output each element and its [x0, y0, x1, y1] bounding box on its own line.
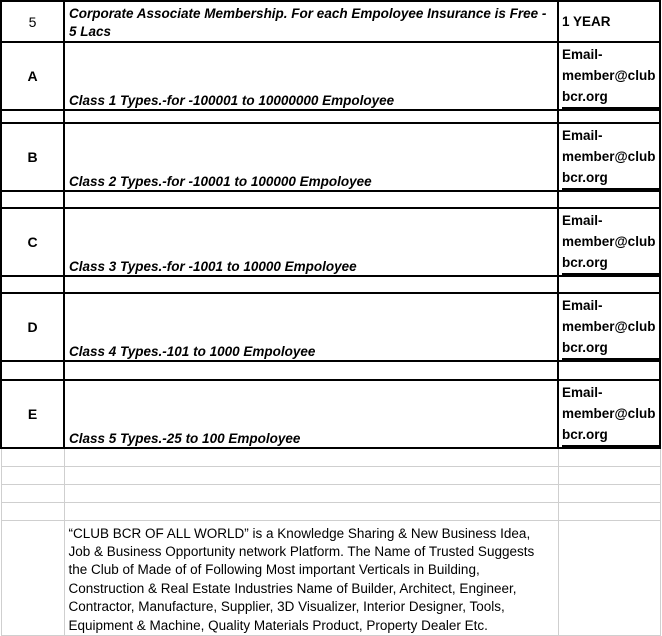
empty-cell	[64, 276, 558, 293]
empty-cell	[558, 191, 660, 208]
email-link-line[interactable]: member@club	[562, 234, 656, 249]
empty-cell	[64, 466, 558, 484]
membership-title-cell: Corporate Associate Membership. For each Empoloyee Insurance is Free - 5 Lacs	[64, 1, 558, 42]
email-link-line[interactable]: bcr.org	[562, 424, 659, 447]
email-link-line[interactable]: Email-	[562, 128, 603, 143]
spacer-row	[1, 276, 660, 293]
email-cell[interactable]	[558, 123, 660, 191]
email-cell[interactable]	[558, 293, 660, 361]
description-row	[1, 520, 660, 635]
empty-cell	[64, 361, 558, 380]
gridline-row	[1, 502, 660, 520]
empty-cell	[64, 191, 558, 208]
spacer-row	[1, 361, 660, 380]
empty-cell	[1, 110, 64, 123]
email-link-line[interactable]: bcr.org	[562, 337, 659, 360]
empty-cell	[558, 361, 660, 380]
class-label-cell: Class 2 Types.-for -10001 to 100000 Empoloyee	[64, 123, 558, 191]
row-letter-cell: A	[1, 42, 64, 110]
class-label-cell: Class 4 Types.-101 to 1000 Empoloyee	[64, 293, 558, 361]
table-row-class-4	[1, 293, 660, 361]
email-link-line[interactable]: member@club	[562, 68, 656, 83]
class-label-cell: Class 3 Types.-for -1001 to 10000 Empoloyee	[64, 208, 558, 276]
spacer-row	[1, 110, 660, 123]
empty-cell	[1, 276, 64, 293]
email-link-line[interactable]: Email-	[562, 385, 603, 400]
empty-cell	[558, 466, 660, 484]
empty-cell	[1, 448, 64, 466]
empty-cell	[1, 520, 64, 635]
empty-cell	[64, 484, 558, 502]
email-link-line[interactable]: Email-	[562, 47, 603, 62]
empty-cell	[64, 110, 558, 123]
email-link-line[interactable]: bcr.org	[562, 86, 659, 109]
gridline-row	[1, 448, 660, 466]
empty-cell	[558, 110, 660, 123]
row-number-cell: 5	[1, 1, 64, 42]
empty-cell	[1, 484, 64, 502]
email-cell[interactable]	[558, 380, 660, 448]
table-row-class-1	[1, 42, 660, 110]
gridline-row	[1, 466, 660, 484]
email-link-line[interactable]: bcr.org	[562, 252, 659, 275]
club-description: “CLUB BCR OF ALL WORLD” is a Knowledge Sharing & New Business Idea, Job & Business Opportunity network Platform. The Name of Trusted Suggests the Club of Made of of Following Most important Verticals in Building, Construction & Real Estate Industries Name of Builder, Architect, Engineer, Contractor, Manufacture, Supplier, 3D Visualizer, Interior Designer, Tools, Equipment & Machine, Quality Materials Product, Property Dealer Etc.	[64, 520, 558, 635]
email-link-line[interactable]: Email-	[562, 213, 603, 228]
empty-cell	[558, 448, 660, 466]
duration-cell: 1 YEAR	[558, 1, 660, 42]
table-row-membership-header	[1, 1, 660, 42]
email-link-line[interactable]: bcr.org	[562, 167, 659, 190]
empty-cell	[64, 502, 558, 520]
table-row-class-5	[1, 380, 660, 448]
empty-cell	[64, 448, 558, 466]
email-link-line[interactable]: member@club	[562, 319, 656, 334]
class-label-cell: Class 5 Types.-25 to 100 Empoloyee	[64, 380, 558, 448]
email-cell[interactable]	[558, 42, 660, 110]
table-row-class-2	[1, 123, 660, 191]
spacer-row	[1, 191, 660, 208]
row-letter-cell: D	[1, 293, 64, 361]
empty-cell	[1, 502, 64, 520]
row-letter-cell: E	[1, 380, 64, 448]
email-link-line[interactable]: member@club	[562, 149, 656, 164]
class-label-cell: Class 1 Types.-for -100001 to 10000000 Empoloyee	[64, 42, 558, 110]
email-cell[interactable]	[558, 208, 660, 276]
email-link-line[interactable]: Email-	[562, 298, 603, 313]
empty-cell	[558, 520, 660, 635]
row-letter-cell: B	[1, 123, 64, 191]
empty-cell	[1, 361, 64, 380]
email-link-line[interactable]: member@club	[562, 406, 656, 421]
empty-cell	[1, 191, 64, 208]
empty-cell	[1, 466, 64, 484]
table-row-class-3	[1, 208, 660, 276]
empty-cell	[558, 502, 660, 520]
empty-cell	[558, 484, 660, 502]
empty-cell	[558, 276, 660, 293]
gridline-row	[1, 484, 660, 502]
row-letter-cell: C	[1, 208, 64, 276]
